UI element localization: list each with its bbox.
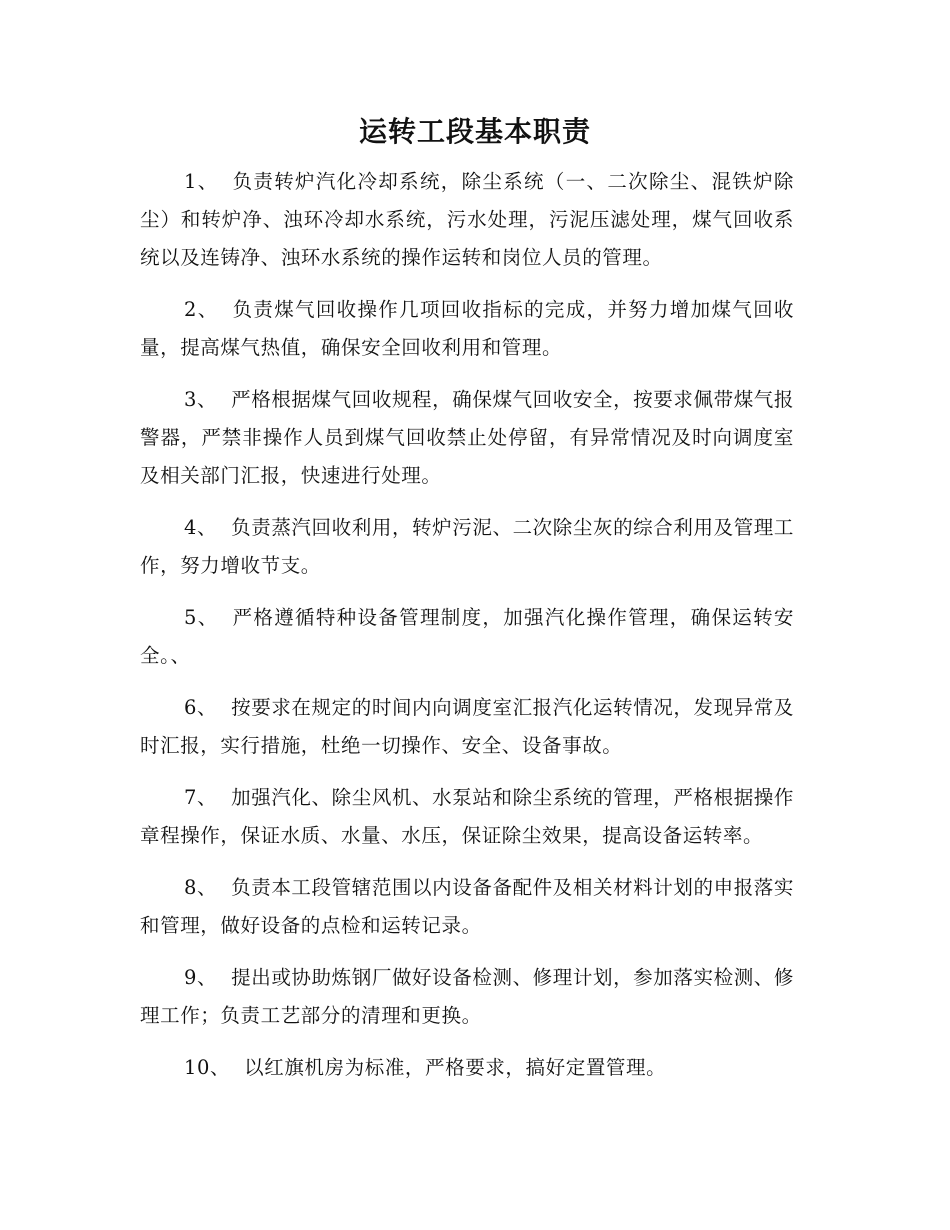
item-text: 负责转炉汽化冷却系统，除尘系统（一、二次除尘、混铁炉除尘）和转炉净、浊环冷却水系统，污水处理，污泥压滤处理，煤气回收系统以及连铸净、浊环水系统的操作运转和岗位人员的管理。 [140,170,795,269]
item-text: 严格根据煤气回收规程，确保煤气回收安全，按要求佩带煤气报警器，严禁非操作人员到煤气回收禁止处停留，有异常情况及时向调度室及相关部门汇报，快速进行处理。 [140,388,794,487]
duty-item-1 [140,163,794,277]
duty-list [140,163,794,1101]
duty-item-8 [140,869,794,945]
item-text: 加强汽化、除尘风机、水泵站和除尘系统的管理，严格根据操作章程操作，保证水质、水量、水压，保证除尘效果，提高设备运转率。 [140,786,794,847]
duty-item-7 [140,779,794,855]
duty-item-10 [140,1049,794,1087]
item-number: 2、 [184,298,219,321]
item-number: 4、 [184,516,218,539]
item-text: 提出或协助炼钢厂做好设备检测、修理计划，参加落实检测、修理工作；负责工艺部分的清理和更换。 [140,966,794,1027]
item-number: 5、 [184,606,219,629]
item-number: 10、 [184,1056,231,1079]
duty-item-6 [140,689,794,765]
item-text: 负责煤气回收操作几项回收指标的完成，并努力增加煤气回收量，提高煤气热值，确保安全回收利用和管理。 [140,298,795,359]
item-number: 7、 [184,786,218,809]
page-title: 运转工段基本职责 [358,115,591,148]
duty-item-9 [140,959,794,1035]
item-text: 负责本工段管辖范围以内设备备配件及相关材料计划的申报落实和管理，做好设备的点检和运转记录。 [140,876,794,937]
duty-item-4 [140,509,794,585]
item-number: 9、 [184,966,218,989]
item-number: 1、 [184,170,219,193]
item-text: 负责蒸汽回收利用，转炉污泥、二次除尘灰的综合利用及管理工作，努力增收节支。 [140,516,794,577]
item-number: 3、 [184,388,218,411]
item-text: 以红旗机房为标准，严格要求，搞好定置管理。 [244,1056,667,1079]
duty-item-2 [140,291,794,367]
item-number: 8、 [184,876,218,899]
item-text: 按要求在规定的时间内向调度室汇报汽化运转情况，发现异常及时汇报，实行措施，杜绝一切操作、安全、设备事故。 [140,696,794,757]
duty-item-3 [140,381,794,495]
item-number: 6、 [184,696,218,719]
duty-item-5 [140,599,794,675]
item-text: 严格遵循特种设备管理制度，加强汽化操作管理，确保运转安全。、 [140,606,795,667]
